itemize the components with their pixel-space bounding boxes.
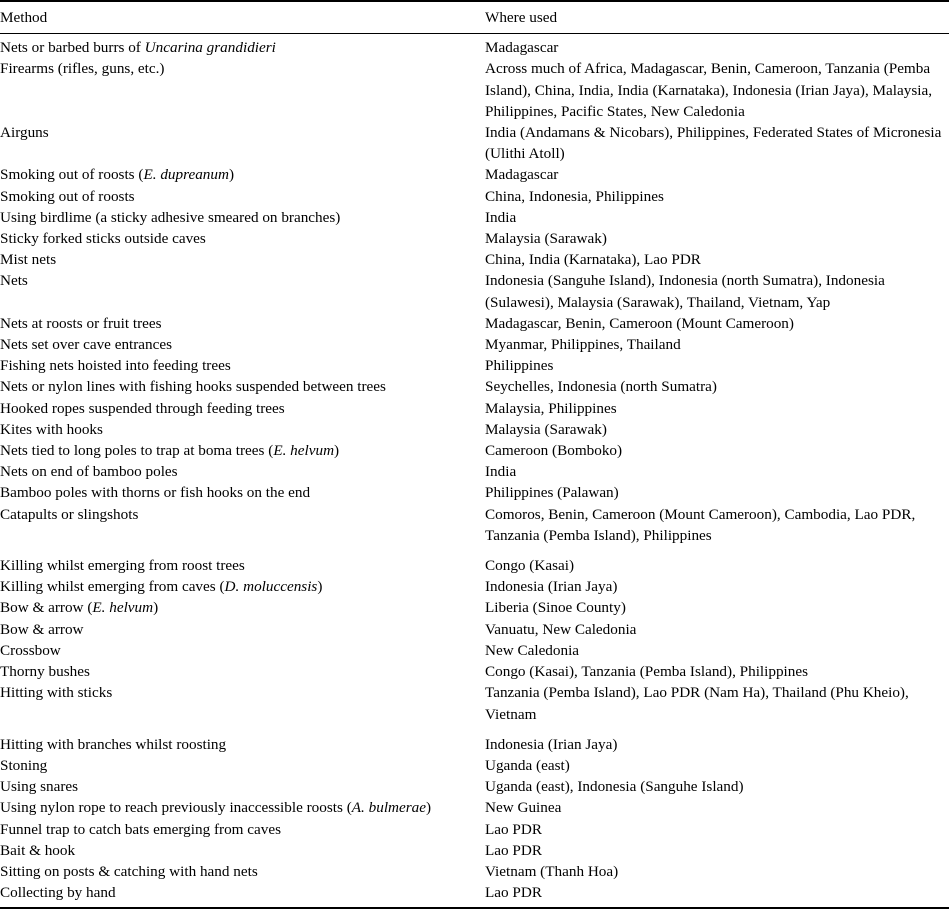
table-row <box>0 797 949 818</box>
cell-method <box>0 797 483 818</box>
where-used-text: Philippines (Palawan) <box>485 484 619 502</box>
table-row <box>0 313 949 334</box>
table-footer <box>0 908 949 909</box>
cell-method <box>0 228 483 249</box>
method-text-plain: Hitting with sticks <box>0 684 113 702</box>
method-text-suffix: ) <box>228 166 235 184</box>
cell-where-used <box>483 313 949 334</box>
table-row <box>0 461 949 482</box>
method-text <box>0 504 477 525</box>
species-name-italic: D. moluccensis <box>224 578 318 596</box>
table-row <box>0 576 949 597</box>
column-header-where-used: Where used <box>483 1 949 34</box>
table-row <box>0 819 949 840</box>
method-text-plain: Kites with hooks <box>0 420 103 438</box>
cell-where-used <box>483 249 949 270</box>
method-text <box>0 37 477 58</box>
method-text-plain: Thorny bushes <box>0 663 90 681</box>
method-text <box>0 376 477 397</box>
where-used-text: Lao PDR <box>485 841 542 859</box>
cell-where-used <box>483 882 949 908</box>
where-used-text: China, Indonesia, Philippines <box>485 187 664 205</box>
table-row <box>0 270 949 312</box>
cell-where-used <box>483 207 949 228</box>
cell-where-used <box>483 861 949 882</box>
cell-where-used <box>483 640 949 661</box>
where-used-text: India <box>485 208 517 226</box>
where-used-text: Myanmar, Philippines, Thailand <box>485 336 681 354</box>
table-row <box>0 861 949 882</box>
species-name-italic: E. helvum <box>273 442 335 460</box>
where-used-text: Madagascar <box>485 39 559 57</box>
method-text <box>0 755 477 776</box>
method-text <box>0 270 477 291</box>
table-row <box>0 228 949 249</box>
method-text-plain: Bait & hook <box>0 841 76 859</box>
cell-method <box>0 122 483 164</box>
method-text-plain: Bow & arrow <box>0 620 84 638</box>
method-text-plain: Nets or barbed burrs of <box>0 39 145 57</box>
cell-method <box>0 398 483 419</box>
cell-method <box>0 819 483 840</box>
where-used-text: Lao PDR <box>485 884 542 902</box>
method-text-plain: Collecting by hand <box>0 884 116 902</box>
method-text <box>0 122 477 143</box>
method-text <box>0 313 477 334</box>
method-text <box>0 419 477 440</box>
table-row <box>0 734 949 755</box>
method-text <box>0 482 477 503</box>
method-text-plain: Sticky forked sticks outside caves <box>0 230 206 248</box>
method-text-plain: Killing whilst emerging from caves ( <box>0 578 225 596</box>
method-text-plain: Nets or nylon lines with fishing hooks suspended between trees <box>0 378 386 396</box>
cell-method <box>0 207 483 228</box>
method-text <box>0 164 477 185</box>
cell-method <box>0 186 483 207</box>
cell-where-used <box>483 270 949 312</box>
method-text-suffix: ) <box>153 599 159 617</box>
cell-method <box>0 249 483 270</box>
method-text-plain: Nets set over cave entrances <box>0 336 173 354</box>
method-text-plain: Bamboo poles with thorns or fish hooks on the end <box>0 484 311 502</box>
method-text <box>0 440 477 461</box>
cell-method <box>0 861 483 882</box>
cell-method <box>0 882 483 908</box>
where-used-text: China, India (Karnataka), Lao PDR <box>485 251 701 269</box>
where-used-text: Indonesia (Sanguhe Island), Indonesia (north Sumatra), Indonesia (Sulawesi), Malaysia (Sarawak), Thailand, Vietnam, Yap <box>485 272 885 311</box>
table-row <box>0 597 949 618</box>
cell-where-used <box>483 34 949 59</box>
method-text-plain: Airguns <box>0 124 49 142</box>
method-text-plain: Sitting on posts & catching with hand nets <box>0 862 258 880</box>
table-row <box>0 398 949 419</box>
cell-where-used <box>483 619 949 640</box>
where-used-text: Congo (Kasai) <box>485 557 574 575</box>
method-text-plain: Using nylon rope to reach previously inaccessible roosts ( <box>0 799 352 817</box>
cell-where-used <box>483 682 949 733</box>
where-used-text: Malaysia (Sarawak) <box>485 230 607 248</box>
cell-method <box>0 576 483 597</box>
method-text-plain: Using snares <box>0 778 79 796</box>
method-text <box>0 555 477 576</box>
method-text-plain: Nets tied to long poles to trap at boma trees ( <box>0 442 274 460</box>
cell-method <box>0 640 483 661</box>
method-text-plain: Firearms (rifles, guns, etc.) <box>0 60 165 78</box>
cell-method <box>0 776 483 797</box>
method-text-plain: Using birdlime (a sticky adhesive smeared on branches) <box>0 208 341 226</box>
cell-where-used <box>483 228 949 249</box>
method-text <box>0 461 477 482</box>
cell-where-used <box>483 355 949 376</box>
table-row <box>0 207 949 228</box>
table-row <box>0 482 949 503</box>
where-used-text: Madagascar, Benin, Cameroon (Mount Cameroon) <box>485 314 794 332</box>
cell-where-used <box>483 840 949 861</box>
cell-where-used <box>483 376 949 397</box>
where-used-text: Indonesia (Irian Jaya) <box>485 735 618 753</box>
table-row <box>0 440 949 461</box>
where-used-text: Malaysia, Philippines <box>485 399 617 417</box>
method-text <box>0 249 477 270</box>
table-row <box>0 776 949 797</box>
table-row <box>0 661 949 682</box>
species-name-italic: Uncarina grandidieri <box>144 39 276 57</box>
cell-where-used <box>483 661 949 682</box>
where-used-text: Lao PDR <box>485 820 542 838</box>
cell-method <box>0 164 483 185</box>
species-name-italic: E. dupreanum <box>143 166 229 184</box>
method-text-plain: Smoking out of roosts <box>0 187 135 205</box>
method-text-plain: Hooked ropes suspended through feeding trees <box>0 399 285 417</box>
species-name-italic: A. bulmerae <box>351 799 426 817</box>
table-row <box>0 164 949 185</box>
method-text <box>0 186 477 207</box>
method-text <box>0 398 477 419</box>
method-text-plain: Smoking out of roosts ( <box>0 166 144 184</box>
method-text <box>0 576 477 597</box>
cell-method <box>0 34 483 59</box>
table-bottom-rule-cell-2 <box>483 908 949 909</box>
method-text-plain: Crossbow <box>0 641 61 659</box>
where-used-text: India (Andamans & Nicobars), Philippines, Federated States of Micronesia (Ulithi Atoll) <box>485 124 942 163</box>
cell-method <box>0 334 483 355</box>
table-row <box>0 334 949 355</box>
method-text-plain: Stoning <box>0 756 48 774</box>
table-row <box>0 186 949 207</box>
cell-method <box>0 840 483 861</box>
table-row <box>0 122 949 164</box>
cell-method <box>0 313 483 334</box>
where-used-text: India <box>485 463 517 481</box>
column-header-method: Method <box>0 1 483 34</box>
where-used-text: Cameroon (Bomboko) <box>485 442 623 460</box>
method-text <box>0 882 477 903</box>
method-text-plain: Bow & arrow ( <box>0 599 93 617</box>
cell-method <box>0 58 483 122</box>
method-text-plain: Fishing nets hoisted into feeding trees <box>0 357 231 375</box>
table-body <box>0 34 949 909</box>
method-text <box>0 355 477 376</box>
table-row <box>0 376 949 397</box>
cell-where-used <box>483 398 949 419</box>
method-text-suffix: ) <box>426 799 432 817</box>
cell-where-used <box>483 734 949 755</box>
method-text <box>0 797 477 818</box>
where-used-text: Indonesia (Irian Jaya) <box>485 578 618 596</box>
table-bottom-rule <box>0 908 949 909</box>
table-header <box>0 1 949 34</box>
cell-method <box>0 419 483 440</box>
where-used-text: Philippines <box>485 357 554 375</box>
table-header-row <box>0 1 949 34</box>
table-row <box>0 640 949 661</box>
species-name-italic: E. helvum <box>92 599 154 617</box>
cell-method <box>0 270 483 312</box>
cell-where-used <box>483 504 949 555</box>
table-row <box>0 555 949 576</box>
cell-where-used <box>483 164 949 185</box>
cell-where-used <box>483 461 949 482</box>
cell-method <box>0 461 483 482</box>
table-row <box>0 58 949 122</box>
where-used-text: Comoros, Benin, Cameroon (Mount Cameroon), Cambodia, Lao PDR, Tanzania (Pemba Island), Philippines <box>485 505 916 544</box>
where-used-text: Vanuatu, New Caledonia <box>485 620 637 638</box>
method-text-plain: Catapults or slingshots <box>0 505 139 523</box>
method-text-plain: Killing whilst emerging from roost trees <box>0 557 245 575</box>
method-text <box>0 776 477 797</box>
method-text-plain: Nets on end of bamboo poles <box>0 463 178 481</box>
where-used-text: Seychelles, Indonesia (north Sumatra) <box>485 378 717 396</box>
cell-where-used <box>483 419 949 440</box>
cell-method <box>0 661 483 682</box>
method-text <box>0 640 477 661</box>
table-row <box>0 840 949 861</box>
method-text <box>0 661 477 682</box>
table-bottom-rule-cell-1 <box>0 908 483 909</box>
method-text <box>0 734 477 755</box>
method-text-plain: Mist nets <box>0 251 57 269</box>
where-used-text: Madagascar <box>485 166 559 184</box>
cell-method <box>0 355 483 376</box>
where-used-text: Congo (Kasai), Tanzania (Pemba Island), Philippines <box>485 663 809 681</box>
where-used-text: Liberia (Sinoe County) <box>485 599 626 617</box>
cell-method <box>0 482 483 503</box>
cell-where-used <box>483 819 949 840</box>
table-row <box>0 682 949 733</box>
cell-where-used <box>483 440 949 461</box>
cell-where-used <box>483 122 949 164</box>
method-text <box>0 861 477 882</box>
cell-where-used <box>483 576 949 597</box>
table-row <box>0 619 949 640</box>
where-used-text: Malaysia (Sarawak) <box>485 420 607 438</box>
cell-method <box>0 597 483 618</box>
where-used-text: Tanzania (Pemba Island), Lao PDR (Nam Ha), Thailand (Phu Kheio), Vietnam <box>485 684 909 723</box>
where-used-text: Uganda (east), Indonesia (Sanguhe Island) <box>485 778 744 796</box>
cell-where-used <box>483 797 949 818</box>
table-row <box>0 504 949 555</box>
method-text <box>0 334 477 355</box>
cell-where-used <box>483 776 949 797</box>
cell-method <box>0 734 483 755</box>
cell-where-used <box>483 334 949 355</box>
method-text <box>0 597 477 618</box>
method-text <box>0 619 477 640</box>
cell-method <box>0 440 483 461</box>
cell-where-used <box>483 755 949 776</box>
cell-method <box>0 619 483 640</box>
cell-where-used <box>483 482 949 503</box>
where-used-text: Vietnam (Thanh Hoa) <box>485 862 619 880</box>
cell-where-used <box>483 58 949 122</box>
method-text-suffix: ) <box>334 442 340 460</box>
table-row <box>0 249 949 270</box>
method-text-plain: Hitting with branches whilst roosting <box>0 735 227 753</box>
method-text-plain: Nets <box>0 272 28 290</box>
cell-method <box>0 555 483 576</box>
where-used-text: Uganda (east) <box>485 756 570 774</box>
table-row <box>0 34 949 59</box>
cell-method <box>0 682 483 733</box>
method-text-plain: Funnel trap to catch bats emerging from caves <box>0 820 282 838</box>
table-row <box>0 355 949 376</box>
where-used-text: New Guinea <box>485 799 562 817</box>
cell-method <box>0 755 483 776</box>
where-used-text: New Caledonia <box>485 641 580 659</box>
method-text <box>0 207 477 228</box>
method-text-plain: Nets at roosts or fruit trees <box>0 314 162 332</box>
method-text <box>0 840 477 861</box>
method-text <box>0 819 477 840</box>
cell-method <box>0 376 483 397</box>
table-row <box>0 419 949 440</box>
cell-where-used <box>483 555 949 576</box>
cell-where-used <box>483 186 949 207</box>
method-text-suffix: ) <box>317 578 323 596</box>
cell-method <box>0 504 483 555</box>
table-row <box>0 882 949 908</box>
method-text <box>0 228 477 249</box>
table-row <box>0 755 949 776</box>
method-text <box>0 58 477 79</box>
method-text <box>0 682 477 703</box>
where-used-text: Across much of Africa, Madagascar, Benin, Cameroon, Tanzania (Pemba Island), China, India, India (Karnataka), Indonesia (Irian Jaya), Malaysia, Philippines, Pacific States, New Caledonia <box>485 60 933 120</box>
cell-where-used <box>483 597 949 618</box>
